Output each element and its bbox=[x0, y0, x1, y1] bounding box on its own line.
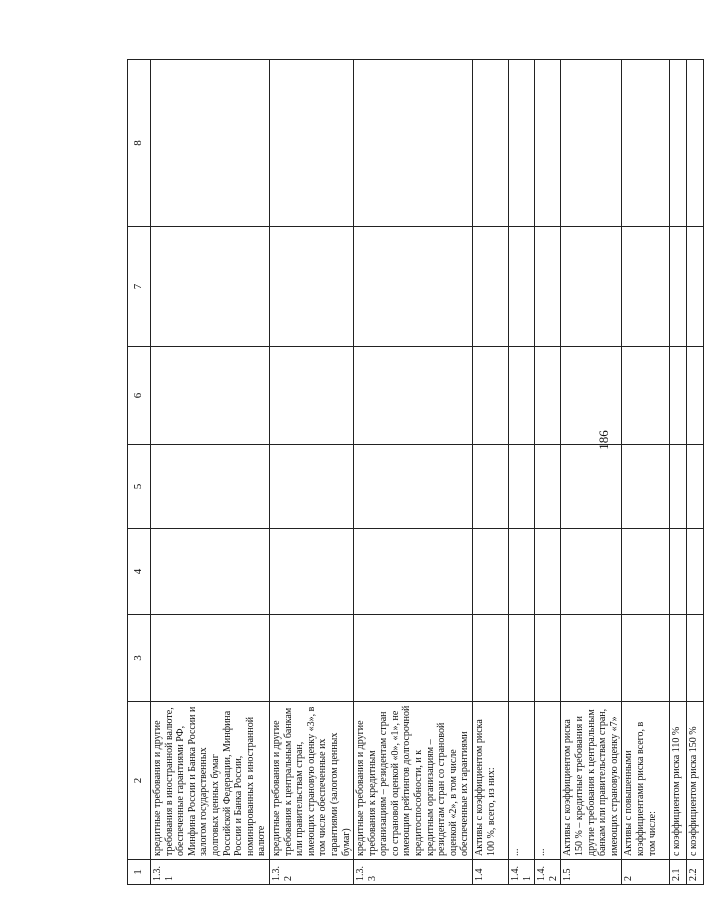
table-cell bbox=[473, 60, 509, 227]
table-cell bbox=[535, 347, 561, 445]
column-number: 6 bbox=[128, 347, 151, 445]
table-cell bbox=[622, 615, 670, 702]
table-cell bbox=[561, 529, 622, 615]
row-number: 1.4.2 bbox=[535, 860, 561, 885]
row-number: 1.5 bbox=[561, 860, 622, 885]
table-cell bbox=[151, 227, 270, 347]
table-row bbox=[269, 60, 353, 885]
table-cell bbox=[151, 529, 270, 615]
table-row bbox=[670, 60, 687, 885]
table-cell bbox=[269, 615, 353, 702]
table-cell bbox=[670, 347, 687, 445]
table-row bbox=[151, 60, 270, 885]
row-number: 1.4 bbox=[473, 860, 509, 885]
table-cell bbox=[670, 227, 687, 347]
table-cell bbox=[535, 60, 561, 227]
table-cell bbox=[622, 60, 670, 227]
table-row bbox=[354, 60, 473, 885]
table-cell bbox=[561, 445, 622, 529]
column-number: 4 bbox=[128, 529, 151, 615]
table-cell bbox=[269, 445, 353, 529]
table-cell bbox=[354, 529, 473, 615]
table-cell bbox=[535, 529, 561, 615]
table-cell bbox=[354, 615, 473, 702]
row-description: кредитные требования и другие требования к центральным банкам или правительствам стран, имеющих страновую оценку «3», в том числе обеспеченные их гарантиями (залогом ценных бумаг) bbox=[269, 702, 353, 860]
table-cell bbox=[151, 60, 270, 227]
row-description: ... bbox=[535, 702, 561, 860]
row-number: 1.3.3 bbox=[354, 860, 473, 885]
table-cell bbox=[622, 227, 670, 347]
table-cell bbox=[687, 445, 704, 529]
row-description: Активы с коэффициентом риска 150 % – кредитные требования и другие требования к центральным банкам или правительствам стран, имеющих страновую оценку «7» bbox=[561, 702, 622, 860]
column-number: 3 bbox=[128, 615, 151, 702]
table-cell bbox=[535, 445, 561, 529]
row-number: 1.3.2 bbox=[269, 860, 353, 885]
table-cell bbox=[473, 347, 509, 445]
table-cell bbox=[354, 445, 473, 529]
row-description: с коэффициентом риска 150 % bbox=[687, 702, 704, 860]
table-cell bbox=[269, 529, 353, 615]
table-cell bbox=[687, 529, 704, 615]
row-number: 1.4.1 bbox=[509, 860, 535, 885]
row-number: 1.3.1 bbox=[151, 860, 270, 885]
table-cell bbox=[535, 615, 561, 702]
table-cell bbox=[670, 615, 687, 702]
table-cell bbox=[687, 227, 704, 347]
page-number: 186 bbox=[596, 430, 611, 450]
risk-assets-table bbox=[127, 59, 704, 885]
column-number: 2 bbox=[128, 702, 151, 860]
row-number: 2.2 bbox=[687, 860, 704, 885]
table-cell bbox=[473, 615, 509, 702]
table-cell bbox=[269, 347, 353, 445]
row-description: кредитные требования и другие требования к кредитным организациям – резидентам стран со страновой оценкой «0», «1», не имеющим рейтингов долгосрочной кредитоспособности, и к кредитным организациям – резидентам стран со страновой оценкой «2», в том числе обеспеченные их гарантиями bbox=[354, 702, 473, 860]
table-cell bbox=[509, 445, 535, 529]
column-number: 7 bbox=[128, 227, 151, 347]
table-cell bbox=[687, 615, 704, 702]
row-description: ... bbox=[509, 702, 535, 860]
table-row bbox=[473, 60, 509, 885]
table-cell bbox=[670, 529, 687, 615]
table-row bbox=[561, 60, 622, 885]
table-cell bbox=[535, 227, 561, 347]
table-row bbox=[622, 60, 670, 885]
row-number: 2.1 bbox=[670, 860, 687, 885]
row-description: Активы с повышенными коэффициентами риска всего, в том числе: bbox=[622, 702, 670, 860]
table-cell bbox=[687, 347, 704, 445]
table-cell bbox=[473, 529, 509, 615]
table-cell bbox=[687, 60, 704, 227]
table-cell bbox=[622, 347, 670, 445]
table-cell bbox=[622, 445, 670, 529]
table-cell bbox=[561, 615, 622, 702]
table-cell bbox=[473, 445, 509, 529]
column-number-row bbox=[128, 60, 151, 885]
table-cell bbox=[509, 347, 535, 445]
table-row bbox=[509, 60, 535, 885]
table-cell bbox=[509, 60, 535, 227]
column-number: 8 bbox=[128, 60, 151, 227]
table-cell bbox=[354, 60, 473, 227]
table-cell bbox=[354, 227, 473, 347]
table-cell bbox=[269, 227, 353, 347]
table-cell bbox=[509, 529, 535, 615]
table-cell bbox=[354, 347, 473, 445]
table-row bbox=[687, 60, 704, 885]
table-cell bbox=[151, 615, 270, 702]
table-cell bbox=[561, 347, 622, 445]
row-description: с коэффициентом риска 110 % bbox=[670, 702, 687, 860]
table-cell bbox=[151, 445, 270, 529]
table-cell bbox=[561, 227, 622, 347]
row-number: 2 bbox=[622, 860, 670, 885]
table-cell bbox=[509, 615, 535, 702]
column-number: 1 bbox=[128, 860, 151, 885]
row-description: Активы с коэффициентом риска 100 %, всего, из них: bbox=[473, 702, 509, 860]
table-cell bbox=[473, 227, 509, 347]
row-description: кредитные требования и другие требования в иностранной валюте, обеспеченные гарантиями РФ, Минфина России и Банка России и залогом государственных долговых ценных бумаг Российской Федерации, Минфина России и Банка России, номинированных в иностранной валюте bbox=[151, 702, 270, 860]
table-cell bbox=[670, 445, 687, 529]
table-cell bbox=[151, 347, 270, 445]
table-cell bbox=[509, 227, 535, 347]
column-number: 5 bbox=[128, 445, 151, 529]
table-cell bbox=[561, 60, 622, 227]
table-cell bbox=[670, 60, 687, 227]
table-cell bbox=[269, 60, 353, 227]
table-cell bbox=[622, 529, 670, 615]
table-row bbox=[535, 60, 561, 885]
